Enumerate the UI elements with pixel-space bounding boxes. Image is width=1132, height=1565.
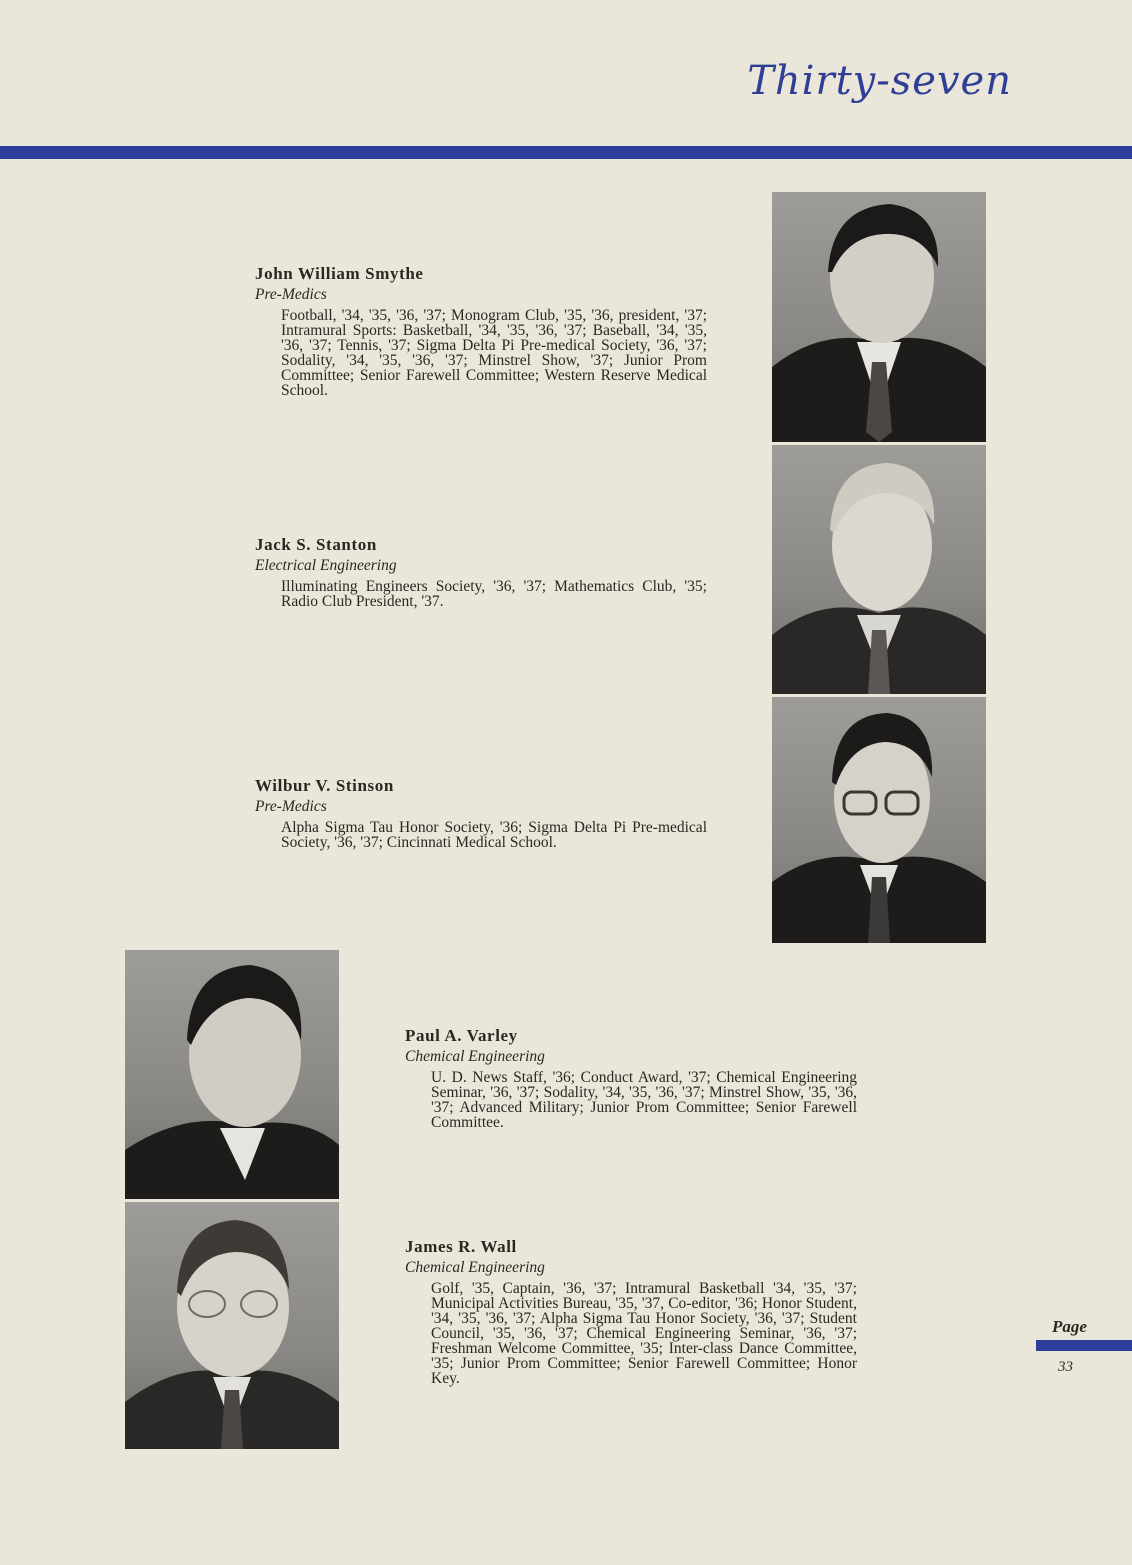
entry-name: James R. Wall (405, 1237, 517, 1256)
entry-bio: Illuminating Engineers Society, '36, '37; Mathematics Club, '35; Radio Club President, '37. (281, 578, 707, 610)
entry-stanton (255, 535, 707, 609)
entry-stinson (255, 776, 707, 850)
portrait-photo-stinson (772, 697, 986, 943)
entry-name: John William Smythe (255, 264, 424, 283)
entry-bio: Football, '34, '35, '36, '37; Monogram Club, '35, '36, president, '37; Intramural Sports: Basketball, '34, '35, '36, '37; Baseball, '34, '35, '36, '37; Tennis, '37; Sigma Delta Pi Pre-medical Society, '36, '37; Sodality, '34, '35, '36, '37; Minstrel Show, '37; Junior Prom Committee; Senior Farewell Committee; Western Reserve Medical School. (281, 307, 707, 399)
entry-department: Electrical Engineering (255, 557, 397, 574)
entry-wall (405, 1237, 857, 1386)
portrait-photo-smythe (772, 192, 986, 442)
page-tab (1036, 1340, 1132, 1351)
entry-department: Pre-Medics (255, 286, 327, 303)
entry-department: Chemical Engineering (405, 1259, 545, 1276)
entry-bio: U. D. News Staff, '36; Conduct Award, '37; Chemical Engineering Seminar, '36, '37; Sodality, '34, '35, '36, '37; Minstrel Show, '35, '36, '37; Advanced Military; Junior Prom Committee; Senior Farewell Committee. (431, 1069, 857, 1131)
entry-bio: Alpha Sigma Tau Honor Society, '36; Sigma Delta Pi Pre-medical Society, '36, '37; Cincinnati Medical School. (281, 819, 707, 851)
entry-name: Jack S. Stanton (255, 535, 377, 554)
entry-bio: Golf, '35, Captain, '36, '37; Intramural Basketball '34, '35, '37; Municipal Activities Bureau, '35, '37, Co-editor, '36; Honor Student, '34, '35, '36, '37; Alpha Sigma Tau Honor Society, '36, '37; Student Council, '35, '36, '37; Chemical Engineering Seminar, '36, '37; Freshman Welcome Committee, '35; Inter-class Dance Committee, '35; Junior Prom Committee; Senior Farewell Committee; Honor Key. (431, 1280, 857, 1387)
page-number: 33 (1058, 1359, 1073, 1375)
entry-smythe (255, 264, 707, 398)
page-label: Page (1052, 1317, 1087, 1336)
entry-varley (405, 1026, 857, 1130)
portrait-photo-stanton (772, 445, 986, 694)
portrait-photo-wall (125, 1202, 339, 1449)
entry-department: Pre-Medics (255, 798, 327, 815)
entry-department: Chemical Engineering (405, 1048, 545, 1065)
page-header-title: Thirty-seven (747, 58, 1012, 104)
header-rule (0, 146, 1132, 159)
entry-name: Paul A. Varley (405, 1026, 518, 1045)
entry-name: Wilbur V. Stinson (255, 776, 394, 795)
portrait-photo-varley (125, 950, 339, 1199)
